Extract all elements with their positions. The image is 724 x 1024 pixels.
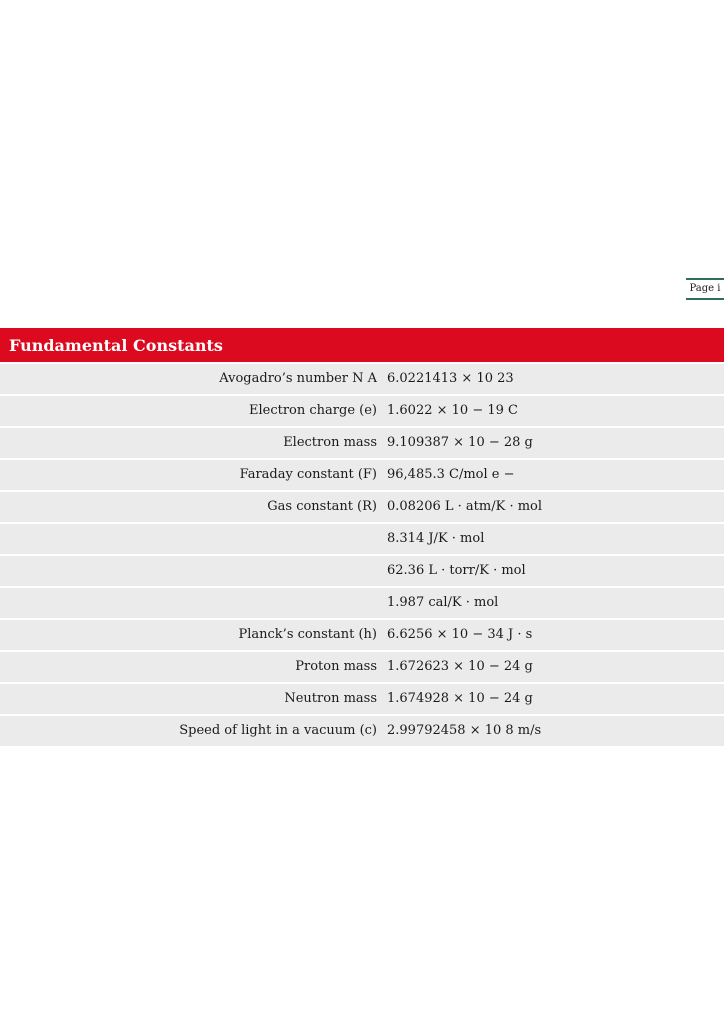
- constant-name: Electron charge (e): [249, 403, 377, 418]
- table-row: [0, 620, 724, 650]
- constant-name: Gas constant (R): [267, 499, 377, 514]
- table-row: [0, 556, 724, 586]
- constants-table: [0, 328, 724, 746]
- constant-name: Avogadro’s number N A: [219, 371, 377, 386]
- constant-value: 6.6256 × 10 − 34 J · s: [387, 627, 533, 642]
- constant-value: 96,485.3 C/mol e −: [387, 467, 515, 482]
- constant-value: 1.6022 × 10 − 19 C: [387, 403, 518, 418]
- table-row: [0, 492, 724, 522]
- constant-value: 62.36 L · torr/K · mol: [387, 563, 526, 578]
- table-row: [0, 524, 724, 554]
- table-row: [0, 684, 724, 714]
- table-row: [0, 588, 724, 618]
- table-row: [0, 460, 724, 490]
- table-row: [0, 396, 724, 426]
- constant-value: 0.08206 L · atm/K · mol: [387, 499, 543, 514]
- constant-value: 2.99792458 × 10 8 m/s: [387, 723, 542, 738]
- table-row: [0, 716, 724, 746]
- constant-value: 1.674928 × 10 − 24 g: [387, 691, 533, 706]
- constant-value: 6.0221413 × 10 23: [387, 371, 514, 386]
- constant-value: 1.672623 × 10 − 24 g: [387, 659, 533, 674]
- constant-name: Faraday constant (F): [239, 467, 377, 482]
- constant-name: Planck’s constant (h): [238, 627, 377, 642]
- table-row: [0, 364, 724, 394]
- constant-value: 9.109387 × 10 − 28 g: [387, 435, 533, 450]
- table-row: [0, 652, 724, 682]
- constant-name: Electron mass: [283, 435, 377, 450]
- page-number-label: Page i: [686, 278, 724, 300]
- constant-name: Proton mass: [295, 659, 377, 674]
- constant-name: Speed of light in a vacuum (c): [179, 723, 377, 738]
- constant-value: 1.987 cal/K · mol: [387, 595, 499, 610]
- constant-value: 8.314 J/K · mol: [387, 531, 485, 546]
- table-title: Fundamental Constants: [0, 328, 724, 362]
- constant-name: Neutron mass: [284, 691, 377, 706]
- table-row: [0, 428, 724, 458]
